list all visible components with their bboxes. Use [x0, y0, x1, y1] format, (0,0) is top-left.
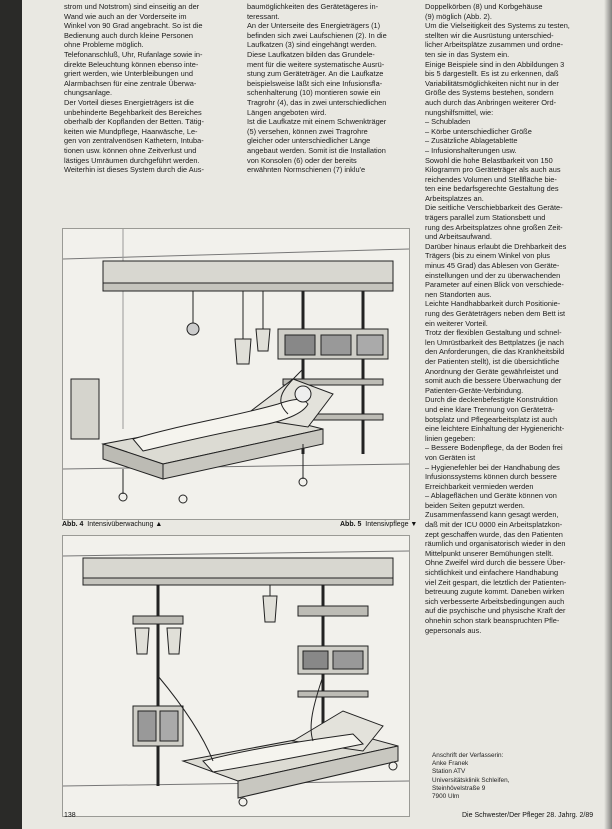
figure-4-title: Intensivüberwachung ▲	[87, 521, 163, 528]
text-line: ein weiterer Vorteil.	[425, 318, 488, 328]
figure-5-number: Abb. 5	[340, 521, 362, 528]
illustration-bed-monitoring	[63, 229, 409, 519]
text-line: Telefonanschluß, Uhr, Rufanlage sowie in-	[64, 49, 203, 59]
illustration-bed-care	[63, 536, 409, 816]
text-line: ten sie in das System ein.	[425, 49, 510, 59]
text-line: ohnehin schon stark beanspruchten Pfle-	[425, 616, 560, 625]
figure-intensive-monitoring	[62, 228, 410, 520]
figure-intensive-care	[62, 535, 410, 817]
text-line: befinden sich zwei Laufschienen (2). In die	[247, 30, 387, 40]
text-line: Infusionssystems können durch bessere	[425, 472, 557, 482]
text-line: ohne Probleme möglich.	[64, 40, 144, 50]
text-line: und Arbeitsaufwand.	[425, 232, 492, 242]
text-line: räumlich und organisatorisch wieder in den	[425, 539, 566, 549]
text-line: Zusammenfassend kann gesagt werden,	[425, 510, 559, 520]
text-line: An der Unterseite des Energieträgers (1)	[247, 21, 381, 31]
text-line: Anordnung der Geräte gewährleistet und	[425, 366, 559, 376]
text-line: unbehinderte Begehbarkeit des Bereiches	[64, 107, 202, 117]
text-line: (9) möglich (Abb. 2).	[425, 11, 492, 21]
text-line: – Zusätzliche Ablagetablette	[425, 136, 518, 146]
text-line: rung des Geräteträgers neben dem Bett ist	[425, 309, 566, 318]
text-line: len Umrüstbarkeit des Bettplatzes (je nach	[425, 337, 564, 347]
text-line: – Ablageflächen und Geräte können von	[425, 491, 557, 501]
text-line: rung des Arbeitsplatzes ohne großen Zeit-	[425, 222, 563, 232]
text-line: Doppelkörben (8) und Korbgehäuse	[425, 2, 543, 11]
text-line: (5) versehen, können zwei Tragrohre	[247, 126, 368, 136]
text-line: Alarmbachsen für eine zentrale Überwa-	[64, 78, 197, 88]
text-line: gleicher oder unterschiedlicher Länge	[247, 136, 371, 146]
text-line: tionen usw. können ohne Zeitverlust und	[64, 145, 197, 155]
middle-text-column	[247, 2, 402, 175]
figure-4-number: Abb. 4	[62, 521, 84, 528]
text-line: Trägers (bis zu einem Winkel von plus	[425, 251, 551, 261]
author-line: Station ATV	[432, 768, 466, 776]
text-line: – Infusionshalterungen usw.	[425, 145, 517, 155]
text-line: beiden Seiten geputzt werden.	[425, 500, 525, 510]
text-line: Arbeitsplatzes an.	[425, 193, 484, 203]
text-line: linien gegeben:	[425, 433, 476, 443]
journal-footer: Die Schwester/Der Pfleger 28. Jahrg. 2/89	[462, 812, 594, 819]
text-line: sich verbesserte Arbeitsbedingungen auch	[425, 596, 565, 606]
text-line: erwähnten Normschienen (7) inklu'e	[247, 165, 366, 175]
text-line: Darüber hinaus erlaubt die Drehbarkeit des	[425, 241, 567, 251]
figure-5-title: Intensivpflege ▼	[365, 521, 418, 528]
text-line: Ohne Zweifel wird durch die bessere Über-	[425, 558, 566, 568]
text-line: Ist die Laufkatze mit einem Schwenkträger	[247, 117, 387, 127]
text-line: bis 5 dargestellt. Es ist zu erkennen, daß	[425, 69, 559, 79]
text-line: Wand wie auch an der Vorderseite im	[64, 11, 187, 21]
text-line: Um die Vielseitigkeit des Systems zu testen,	[425, 21, 570, 31]
text-line: betreuung zugute kommt. Daneben wirken	[425, 587, 565, 597]
text-line: – Hygienefehler bei der Handhabung des	[425, 462, 560, 472]
author-line: Anschrift der Verfasserin:	[432, 752, 504, 759]
author-line: Steinhövelstraße 9	[432, 784, 486, 792]
text-line: zept geschaffen wurde, das den Patienten	[425, 529, 563, 539]
text-line: daß mit der ICU 0000 ein Arbeitsplatzkon-	[425, 520, 563, 530]
text-line: baumöglichkeiten des Gerätetägeres in-	[247, 2, 379, 11]
figure-5-caption	[340, 521, 417, 528]
author-line: Universitätsklinik Schleifen,	[432, 776, 510, 784]
text-line: von Geräten ist	[425, 452, 476, 462]
text-line: viel Zeit gespart, die letztlich der Patienten-	[425, 577, 567, 587]
text-line: strom und Notstrom) sind einseitig an der	[64, 2, 200, 11]
text-line: lästiges Umräumen durchgeführt werden.	[64, 155, 200, 165]
text-line: den Anforderungen, die das Krankheitsbild	[425, 347, 565, 357]
text-line: keiten wie Mundpflege, Haarwäsche, Le-	[64, 126, 198, 136]
text-line: trägers parallel zum Stationsbett und	[425, 213, 546, 223]
text-line: ten eine bedarfsgerechte Gestaltung des	[425, 184, 559, 194]
text-line: beispielsweise läßt sich eine Infusionsfla-	[247, 78, 383, 88]
author-line: Anke Franek	[432, 760, 469, 768]
text-line: ment für die weitere systematische Ausrü-	[247, 59, 385, 69]
text-line: schenhalterung (10) montieren sowie ein	[247, 88, 381, 98]
text-line: nungshilfsmittel, wie:	[425, 107, 494, 117]
text-line: gen von zentralvenösen Kathetern, Intuba-	[64, 136, 204, 146]
text-line: oberhalb der Kopflanden der Betten. Tätig-	[64, 117, 204, 127]
text-line: Die seitliche Verschiebbarkeit des Geräte-	[425, 203, 563, 213]
text-line: – Schubladen	[425, 117, 471, 127]
text-line: der Patienten stellt), ist die übersichtliche	[425, 356, 560, 366]
text-line: licher Arbeitsplätze zusammen und ordne-	[425, 40, 564, 50]
text-line: auch durch das Anbringen weiterer Ord-	[425, 97, 557, 107]
author-address	[432, 752, 509, 801]
text-line: einstellungen und der zu überwachenden	[425, 270, 561, 280]
text-line: stellten wir die Ausrüstung unterschied-	[425, 30, 554, 40]
text-line: angebaut werden. Somit ist die Installation	[247, 145, 386, 155]
text-line: chungsanlage.	[64, 88, 113, 98]
text-line: Parameter auf einen Blick von verschiede-	[425, 280, 564, 290]
text-line: direkte Beleuchtung können ebenso inte-	[64, 59, 199, 69]
text-line: Diese Laufkatzen bilden das Grundele-	[247, 49, 375, 59]
text-line: Größe des Systems bestehen, sondern	[425, 88, 554, 98]
text-line: Erreichbarkeit vermieden werden	[425, 481, 534, 491]
text-line: eine leichtere Einhaltung der Hygienericht-	[425, 424, 565, 434]
text-line: Winkel von 90 Grad angebracht. So ist die	[64, 21, 203, 31]
right-text-column	[425, 2, 612, 635]
text-line: Sowohl die hohe Belastbarkeit von 150	[425, 155, 553, 165]
text-line: – Bessere Bodenpflege, da der Boden frei	[425, 443, 563, 453]
text-line: Leichte Handhabbarkeit durch Positionie-	[425, 299, 561, 309]
text-line: Längen angeboten wird.	[247, 107, 327, 117]
text-line: Einige Beispiele sind in den Abbildungen 3	[425, 59, 565, 69]
text-line: sichtlichkeit und einfachere Handhabung	[425, 568, 559, 578]
page-number: 138	[64, 812, 76, 819]
text-line: – Körbe unterschiedlicher Größe	[425, 126, 532, 136]
page-edge-shadow	[604, 0, 612, 829]
text-line: Trotz der flexiblen Gestaltung und schnel-	[425, 328, 562, 338]
text-line: stung zum Geräteträger. An die Laufkatze	[247, 69, 384, 79]
text-line: von Konsolen (6) oder der bereits	[247, 155, 357, 165]
text-line: Durch die deckenbefestigte Konstruktion	[425, 395, 558, 405]
text-line: Mittelpunkt unserer Bemühungen stellt.	[425, 548, 554, 558]
text-line: somit auch die bessere Überwachung der	[425, 376, 562, 386]
text-line: Kilogramm pro Geräteträger als auch aus	[425, 165, 561, 175]
text-line: Patienten-Geräte-Verbindung.	[425, 385, 524, 395]
text-line: teressant.	[247, 11, 280, 21]
text-line: auf die psychische und physische Kraft der	[425, 606, 566, 616]
author-line: 7900 Ulm	[432, 793, 460, 801]
text-line: Weiterhin ist dieses System durch die Aus-	[64, 165, 204, 175]
text-line: und eine klare Trennung von Geräteträ-	[425, 404, 555, 414]
text-line: Der Vorteil dieses Energieträgers ist die	[64, 97, 194, 107]
text-line: Tragrohr (4), das in zwei unterschiedlichen	[247, 97, 387, 107]
text-line: nen Standorten aus.	[425, 289, 492, 299]
text-line: botsplatz und Pflegearbeitsplatz ist auch	[425, 414, 558, 424]
text-line: gepersonals aus.	[425, 625, 482, 635]
text-line: Variabilitätsmöglichkeiten nicht nur in der	[425, 78, 559, 88]
text-line: Bedienung auch durch kleine Personen	[64, 30, 194, 40]
text-line: minus 45 Grad) das Ablesen von Geräte-	[425, 261, 560, 271]
document-page	[22, 0, 612, 829]
figure-4-caption	[62, 521, 162, 528]
left-text-column	[64, 2, 214, 175]
text-line: Laufkatzen (3) sind eingehängt werden.	[247, 40, 377, 50]
text-line: reichendes Volumen und Stellfläche bie-	[425, 174, 557, 184]
text-line: griert werden, wie Unterbleibungen und	[64, 69, 194, 79]
